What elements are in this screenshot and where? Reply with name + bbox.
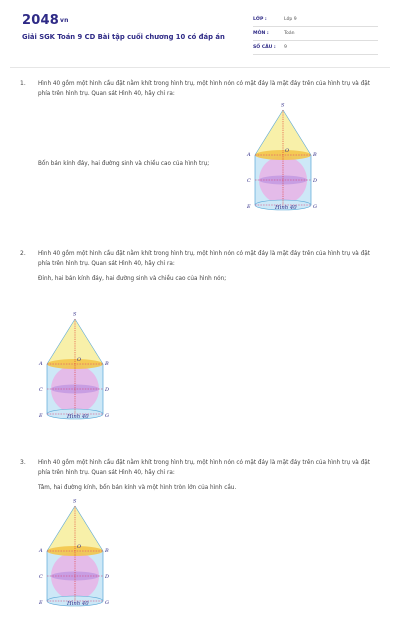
- label-d: D: [105, 387, 110, 393]
- label-a: A: [39, 548, 43, 554]
- figure-hinh-40: [243, 102, 323, 223]
- question-text: Hình 40 gồm một hình cầu đặt nằm khít trong hình trụ, một hình nón có mặt đáy là mặt đáy trên của hình trụ và đặt phía trên hình trụ. Quan sát Hình 40, hãy chỉ ra:: [38, 251, 370, 267]
- label-g: G: [105, 413, 109, 419]
- question-1: [0, 80, 400, 240]
- label-e: E: [39, 413, 43, 419]
- header-divider: [10, 67, 390, 68]
- figure-hinh-40: [35, 311, 115, 432]
- question-number: 2.: [20, 250, 26, 257]
- label-s: S: [281, 102, 285, 109]
- question-2: [0, 250, 400, 450]
- label-a: A: [39, 361, 43, 367]
- question-prompt: Đỉnh, hai bán kính đáy, hai đường sinh và chiều cao của hình nón;: [38, 276, 227, 282]
- question-text: Hình 40 gồm một hình cầu đặt nằm khít trong hình trụ, một hình nón có mặt đáy là mặt đáy trên của hình trụ và đặt phía trên hình trụ. Quan sát Hình 40, hãy chỉ ra:: [38, 460, 370, 476]
- label-e: E: [39, 600, 43, 606]
- question-number: 3.: [20, 459, 26, 466]
- figure-caption: Hình 40: [275, 205, 297, 211]
- label-e: E: [247, 204, 251, 210]
- label-o: O: [285, 148, 290, 154]
- label-c: C: [247, 178, 251, 184]
- figure-caption: Hình 40: [67, 414, 89, 420]
- document-title: Giải SGK Toán 9 CD Bài tập cuối chương 10 có đáp án: [22, 33, 225, 41]
- question-prompt: Bốn bán kính đáy, hai đường sinh và chiều cao của hình trụ;: [38, 161, 210, 167]
- label-s: S: [73, 498, 77, 505]
- label-o: O: [77, 544, 82, 550]
- figure-caption: Hình 40: [67, 601, 89, 607]
- label-d: D: [313, 178, 318, 184]
- label-o: O: [77, 357, 82, 363]
- question-prompt: Tâm, hai đường kính, bốn bán kính và một hình tròn lớn của hình cầu.: [38, 485, 237, 491]
- label-b: B: [105, 361, 109, 367]
- label-b: B: [313, 152, 317, 158]
- meta-row-class: [253, 15, 378, 27]
- label-c: C: [39, 574, 43, 580]
- label-g: G: [105, 600, 109, 606]
- page-header: [0, 0, 400, 62]
- question-text: Hình 40 gồm một hình cầu đặt nằm khít trong hình trụ, một hình nón có mặt đáy là mặt đáy trên của hình trụ và đặt phía trên hình trụ. Quan sát Hình 40, hãy chỉ ra:: [38, 81, 370, 97]
- label-d: D: [105, 574, 110, 580]
- logo-suffix: vn: [59, 17, 69, 24]
- logo-text: 2048: [22, 13, 59, 28]
- question-number: 1.: [20, 80, 26, 87]
- meta-value: Toán: [284, 31, 295, 36]
- label-a: A: [247, 152, 251, 158]
- meta-row-subject: [253, 29, 378, 41]
- label-c: C: [39, 387, 43, 393]
- label-b: B: [105, 548, 109, 554]
- meta-label: MÔN :: [253, 31, 269, 36]
- meta-label: LỚP :: [253, 17, 267, 22]
- label-s: S: [73, 311, 77, 318]
- site-logo[interactable]: [22, 13, 69, 28]
- meta-value: 9: [284, 45, 287, 50]
- meta-row-count: [253, 43, 378, 55]
- label-g: G: [313, 204, 317, 210]
- figure-hinh-40: [35, 498, 115, 619]
- meta-label: SỐ CÂU :: [253, 45, 276, 50]
- question-3: [0, 459, 400, 607]
- meta-value: Lớp 9: [284, 17, 297, 22]
